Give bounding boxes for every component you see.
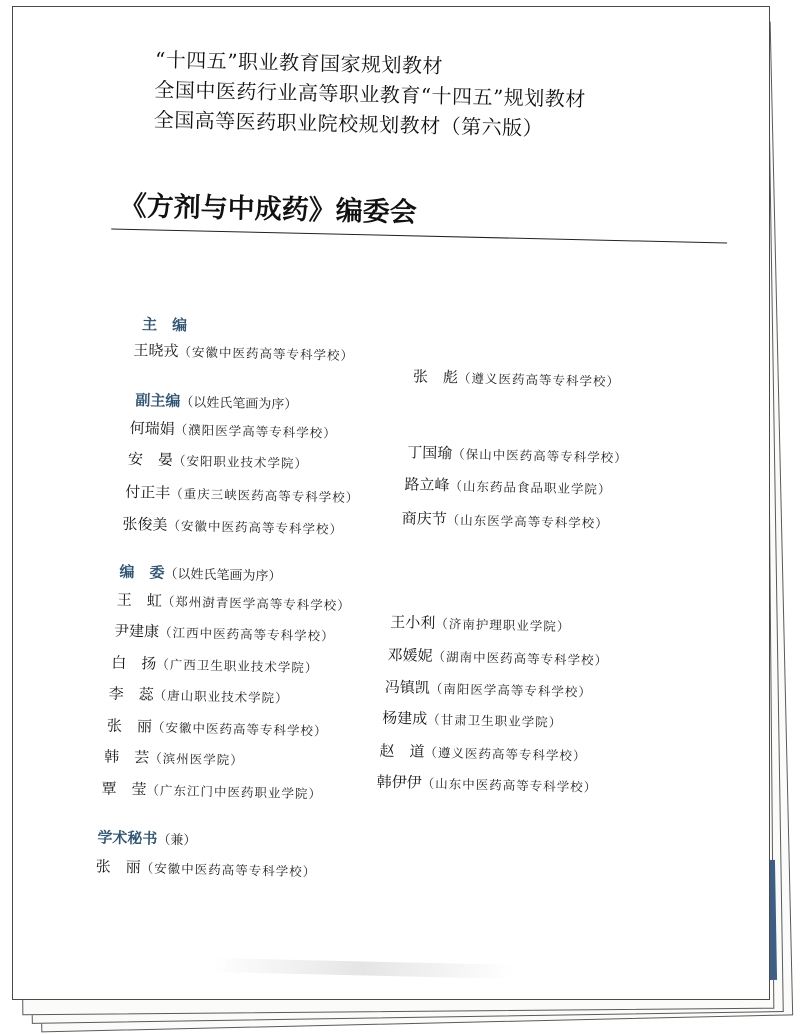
book-title: 《方剂与中成药》编委会 [119, 190, 418, 229]
member-affiliation: （安阳职业技术学院） [172, 452, 309, 472]
member-entry [101, 777, 322, 803]
member-entry [390, 611, 570, 636]
section-heading-deputy-editor: 副主编（以姓氏笔画为序） [135, 391, 298, 413]
member-name: 王晓戎 [133, 341, 179, 361]
member-entry [404, 473, 611, 499]
member-entry [133, 339, 354, 365]
member-name: 张 彪 [412, 367, 459, 387]
document-page [12, 6, 770, 1000]
member-affiliation: （江西中医药高等专科学校） [158, 624, 335, 644]
member-name: 杨建成 [382, 708, 428, 728]
section-note: （兼） [157, 832, 197, 849]
section-heading-chief-editor: 主 编 [141, 315, 188, 335]
member-affiliation: （济南护理职业学院） [435, 615, 571, 635]
member-affiliation: （南阳医学高等专科学校） [429, 680, 593, 700]
header-line-3: 全国高等医药职业院校规划教材（第六版） [153, 107, 544, 141]
member-entry [125, 481, 359, 507]
member-name: 何瑞娟 [129, 419, 175, 439]
member-affiliation: （山东药品食品职业学院） [449, 478, 612, 497]
member-entry [385, 676, 592, 702]
member-affiliation: （安徽中医药高等专科学校） [151, 719, 328, 739]
member-name: 安 晏 [127, 449, 174, 469]
title-rule [111, 229, 727, 244]
member-affiliation: （安徽中医药高等专科学校） [140, 860, 317, 880]
member-name: 白 扬 [111, 653, 157, 673]
header-line-1: “十四五”职业教育国家规划教材 [154, 47, 444, 79]
member-affiliation: （濮阳医学高等专科学校） [174, 422, 337, 441]
member-entry [379, 740, 586, 766]
member-name: 张 丽 [106, 716, 153, 736]
section-note: （以姓氏笔画为序） [180, 395, 298, 413]
member-affiliation: （安徽中医药高等专科学校） [167, 517, 344, 537]
section-note: （以姓氏笔画为序） [164, 566, 282, 585]
member-affiliation: （广西卫生职业技术学院） [156, 656, 319, 676]
member-entry [96, 855, 317, 881]
member-name: 韩伊伊 [376, 772, 422, 792]
section-heading-secretary: 学术秘书（兼） [97, 828, 197, 849]
member-entry [407, 441, 628, 467]
member-name: 王 虹 [116, 590, 163, 610]
member-entry [108, 683, 288, 708]
member-entry [104, 746, 244, 770]
member-affiliation: （郑州澍青医学高等专科学校） [161, 593, 351, 614]
member-name: 覃 莹 [101, 779, 147, 799]
member-entry [128, 448, 308, 473]
print-smudge [212, 958, 512, 979]
member-entry [382, 707, 562, 732]
member-name: 王小利 [390, 612, 436, 632]
member-affiliation: （山东医学高等专科学校） [446, 512, 609, 531]
member-affiliation: （山东中医药高等专科学校） [421, 775, 598, 795]
member-entry [402, 507, 609, 533]
member-entry [387, 644, 608, 670]
member-affiliation: （滨州医学院） [149, 750, 244, 768]
member-affiliation: （安徽中医药高等专科学校） [178, 344, 355, 364]
member-affiliation: （遵义医药高等专科学校） [424, 744, 587, 764]
page-content [2, 0, 782, 1009]
member-affiliation: （唐山职业技术学院） [153, 687, 289, 706]
member-affiliation: （湖南中医药高等专科学校） [432, 648, 609, 668]
member-affiliation: （重庆三峡医药高等专科学校） [170, 485, 360, 506]
member-name: 尹建康 [113, 621, 160, 641]
member-entry [107, 715, 328, 741]
member-name: 张 丽 [95, 857, 141, 877]
member-affiliation: （遵义医药高等专科学校） [457, 370, 621, 390]
section-heading-editorial-board: 编 委（以姓氏笔画为序） [119, 562, 282, 585]
member-entry [114, 620, 335, 646]
member-affiliation: （保山中医药高等专科学校） [452, 446, 628, 466]
member-entry [122, 513, 343, 539]
member-entry [111, 652, 318, 678]
member-name: 李 蕊 [108, 684, 154, 704]
member-name: 韩 芸 [104, 747, 150, 767]
member-entry [129, 417, 336, 443]
member-name: 付正丰 [125, 482, 171, 502]
member-name: 商庆节 [401, 509, 447, 529]
member-name: 冯镇凯 [384, 677, 431, 697]
member-affiliation: （甘肃卫生职业学院） [427, 711, 563, 730]
header-line-2: 全国中医药行业高等职业教育“十四五”规划教材 [154, 77, 587, 112]
member-name: 路立峰 [404, 475, 450, 495]
member-affiliation: （广东江门中医药职业学院） [146, 782, 323, 802]
member-entry [117, 589, 351, 615]
member-entry [413, 365, 620, 391]
member-name: 邓媛妮 [387, 645, 433, 665]
member-name: 赵 道 [379, 741, 425, 761]
member-entry [377, 771, 598, 797]
member-name: 丁国瑜 [407, 443, 453, 463]
member-name: 张俊美 [122, 514, 168, 534]
